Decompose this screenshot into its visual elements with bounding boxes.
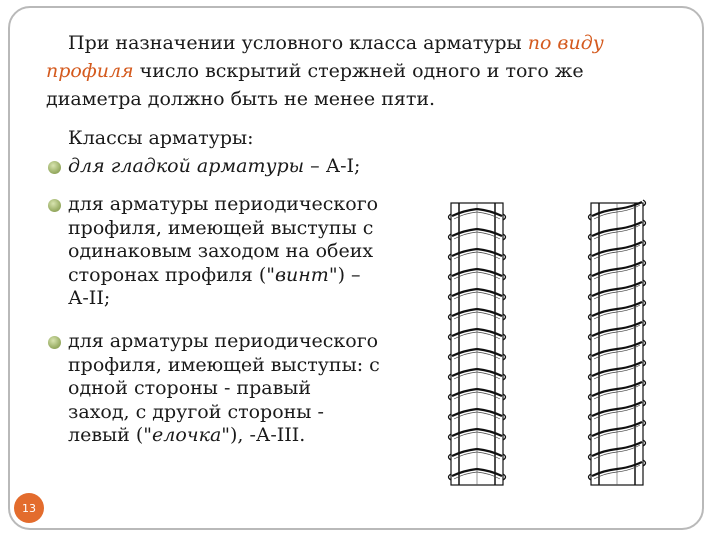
- bullet-line-em: винт: [275, 263, 329, 286]
- bullet-text: [68, 330, 408, 448]
- bullet-dot-icon: [48, 336, 61, 349]
- page-number-badge: 13: [14, 493, 44, 523]
- bullet-em: для гладкой арматуры: [68, 155, 305, 177]
- rebar-herringbone-profile: [589, 200, 646, 485]
- intro-paragraph: [46, 29, 656, 113]
- bullet-line: для арматуры периодического: [68, 193, 379, 215]
- bullet-line-part: "), -А-III.: [221, 424, 306, 446]
- classes-title: Классы арматуры:: [68, 127, 254, 149]
- bullet-rest: – А-I;: [304, 155, 361, 177]
- rebar-screw-profile: [449, 203, 506, 485]
- bullet-line: профиля, имеющей выступы с: [68, 216, 374, 239]
- bullet-dot-icon: [48, 199, 61, 212]
- bullet-line: одной стороны - правый: [68, 377, 312, 399]
- bullet-line: [68, 424, 408, 448]
- bullet-line: для арматуры периодического: [68, 330, 379, 352]
- bullet-dot-icon: [48, 161, 61, 174]
- bullet-text: [68, 193, 408, 311]
- intro-highlight: по виду профиля: [46, 32, 604, 82]
- rebar-figure: [443, 195, 683, 490]
- bullet-line-em: елочка: [152, 424, 222, 446]
- bullet-text: [68, 155, 488, 179]
- bullet-line-part: сторонах профиля (": [68, 263, 275, 286]
- bullet-line-part: левый (": [68, 424, 152, 446]
- bullet-line: А-II;: [68, 287, 111, 309]
- intro-text-end: число вскрытий стержней одного и того же диаметра должно быть не менее пяти.: [46, 60, 584, 110]
- bullet-line: профиля, имеющей выступы: с: [68, 353, 380, 376]
- bullet-line: заход, с другой стороны -: [68, 400, 324, 423]
- intro-text-start: При назначении условного класса арматуры: [68, 32, 528, 54]
- bullet-line-part: ") –: [328, 263, 361, 286]
- bullet-line: одинаковым заходом на обеих: [68, 240, 374, 262]
- bullet-line: [68, 264, 408, 288]
